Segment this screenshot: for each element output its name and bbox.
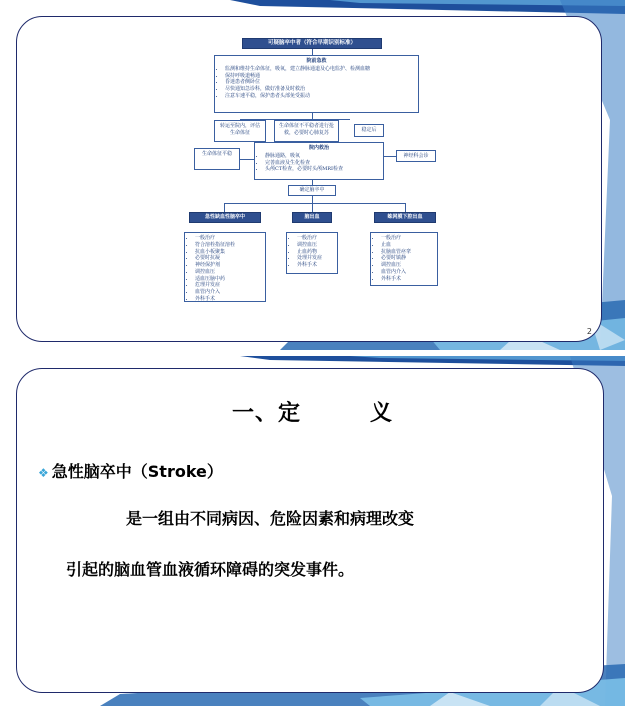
list-item: • 止血药物 bbox=[297, 249, 334, 256]
list-item: • 血管内介入 bbox=[195, 289, 262, 296]
list-item: • 昏迷患者侧卧位 bbox=[225, 79, 415, 86]
list-item: • 一般治疗 bbox=[381, 235, 434, 242]
list-item: • 必要时抗凝 bbox=[195, 255, 262, 262]
list-item: • 调控血压 bbox=[297, 242, 334, 249]
flow-branch-ischemic-list bbox=[188, 235, 262, 303]
list-item: • 抗血小板聚集 bbox=[195, 249, 262, 256]
list-item: • 必要时镇静 bbox=[381, 255, 434, 262]
list-item: • 处理并发症 bbox=[297, 255, 334, 262]
flow-branch-ischemic-title: 急性缺血性脑卒中 bbox=[189, 212, 261, 223]
list-item: • 危理并发症 bbox=[195, 282, 262, 289]
flow-vitals-box: 生命体征平稳 bbox=[194, 148, 240, 170]
flow-branch-ischemic-box bbox=[184, 232, 266, 302]
flow-branch-hemorrhage-list bbox=[290, 235, 334, 269]
list-item: • 头颅CT检查，必要时头颅MRI检查 bbox=[265, 166, 380, 173]
list-item: • 止血 bbox=[381, 242, 434, 249]
definition-line-1: 是一组由不同病因、危险因素和病理改变 bbox=[126, 509, 415, 528]
list-item: • 注意车速平稳，保护患者头部免受振动 bbox=[225, 93, 415, 100]
list-item: • 一般治疗 bbox=[297, 235, 334, 242]
list-item: • 静脉通路，吸氧 bbox=[265, 153, 380, 160]
page-number: 2 bbox=[586, 327, 592, 336]
list-item: • 血管内介入 bbox=[381, 269, 434, 276]
flow-eval-box: 转运至院内，评估生命体征 bbox=[214, 120, 266, 142]
flow-prehospital-box bbox=[214, 55, 419, 113]
flow-branch-sah-list bbox=[374, 235, 434, 282]
flow-diagnosis-box: 确定脑卒中 bbox=[288, 185, 336, 196]
flow-inhospital-box bbox=[254, 142, 384, 180]
list-item: • 完善血液及生化检查 bbox=[265, 160, 380, 167]
flow-neuro-box: 神经科会诊 bbox=[396, 150, 436, 162]
flow-unstable-box: 生命体征不平稳者进行抢救，必要时心肺复苏 bbox=[274, 120, 339, 142]
flow-prehospital-list bbox=[218, 66, 415, 100]
flow-top-title: 可疑脑卒中者（符合早期识别标准） bbox=[242, 38, 382, 49]
list-item: • 尽快通知急诊科，做好准备及时救治 bbox=[225, 86, 415, 93]
flow-inhospital-title: 院内救治 bbox=[308, 145, 329, 151]
list-item: • 保持呼吸道畅通 bbox=[225, 73, 415, 80]
slide-title: 一、定 义 bbox=[231, 401, 393, 426]
slide-2 bbox=[0, 356, 625, 706]
stroke-flowchart bbox=[184, 38, 454, 318]
flow-prehospital-title: 院前急救 bbox=[306, 58, 327, 64]
flow-branch-sah-box bbox=[370, 232, 438, 286]
list-item: • 神经保护剂 bbox=[195, 262, 262, 269]
slide-1 bbox=[0, 0, 625, 350]
list-item: • 符合溶栓指征溶栓 bbox=[195, 242, 262, 249]
flow-branch-sah-title: 蛛网膜下腔出血 bbox=[374, 212, 436, 223]
flow-branch-hemorrhage-title: 脑出血 bbox=[292, 212, 332, 223]
flow-branch-hemorrhage-box bbox=[286, 232, 338, 274]
list-item: • 外科手术 bbox=[381, 276, 434, 283]
list-item: • 监测和维持生命体征，吸氧，建立静脉通道及心电监护、检测血糖 bbox=[225, 66, 415, 73]
list-item: • 外科手术 bbox=[195, 296, 262, 303]
definition-bullet bbox=[38, 459, 223, 482]
bullet-text: 急性脑卒中（Stroke） bbox=[51, 462, 223, 481]
definition-line-2: 引起的脑血管血液循环障碍的突发事件。 bbox=[66, 560, 355, 579]
list-item: • 外科手术 bbox=[297, 262, 334, 269]
diamond-bullet-icon: ❖ bbox=[38, 466, 49, 480]
list-item: • 一般治疗 bbox=[195, 235, 262, 242]
list-item: • 适血压脑中药 bbox=[195, 276, 262, 283]
flow-inhospital-list bbox=[258, 153, 380, 173]
flow-stable-box: 稳定后 bbox=[354, 124, 384, 137]
list-item: • 抗脑血管痉挛 bbox=[381, 249, 434, 256]
list-item: • 调控血压 bbox=[195, 269, 262, 276]
list-item: • 调控血压 bbox=[381, 262, 434, 269]
